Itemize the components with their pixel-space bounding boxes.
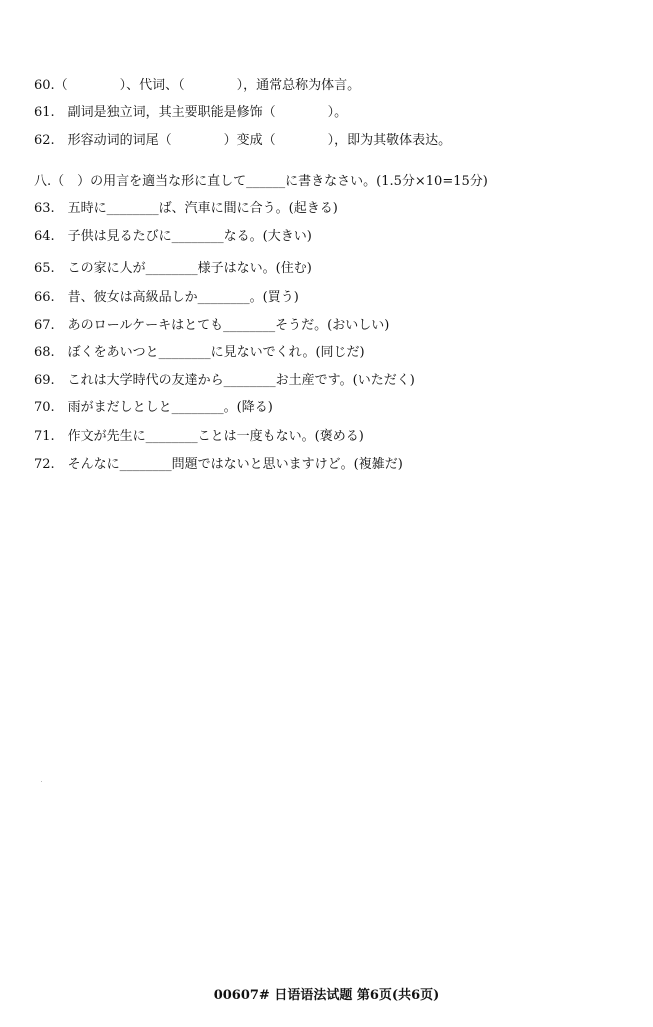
question-63: 63. 五時に________ば、汽車に間に合う。(起きる) [34, 201, 338, 216]
scan-speck [41, 781, 42, 782]
question-61: 61. 副词是独立词，其主要职能是修饰（ ）。 [34, 105, 348, 120]
question-60: 60.（ ）、代词、（ ），通常总称为体言。 [34, 78, 361, 93]
question-62: 62. 形容动词的词尾（ ）变成（ ），即为其敬体表达。 [34, 133, 452, 148]
section-eight-heading: 八.（ ）の用言を適当な形に直して______に書きなさい。(1.5分×10=15分) [34, 174, 488, 189]
question-71: 71. 作文が先生に________ことは一度もない。(褒める) [34, 429, 364, 444]
question-69: 69. これは大学時代の友達から________お土産です。(いただく) [34, 373, 415, 388]
question-68: 68. ぼくをあいつと________に見ないでくれ。(同じだ) [34, 345, 365, 360]
question-66: 66. 昔、彼女は高級品しか________。(買う) [34, 290, 299, 305]
question-67: 67. あのロールケーキはとても________そうだ。(おいしい) [34, 318, 390, 333]
question-65: 65. この家に人が________様子はない。(住む) [34, 261, 312, 276]
page-footer: 00607# 日语语法试题 第6页(共6页) [213, 988, 440, 1003]
question-70: 70. 雨がまだしとしと________。(降る) [34, 400, 273, 415]
question-72: 72. そんなに________問題ではないと思いますけど。(複雑だ) [34, 457, 403, 472]
question-64: 64. 子供は見るたびに________なる。(大きい) [34, 229, 312, 244]
